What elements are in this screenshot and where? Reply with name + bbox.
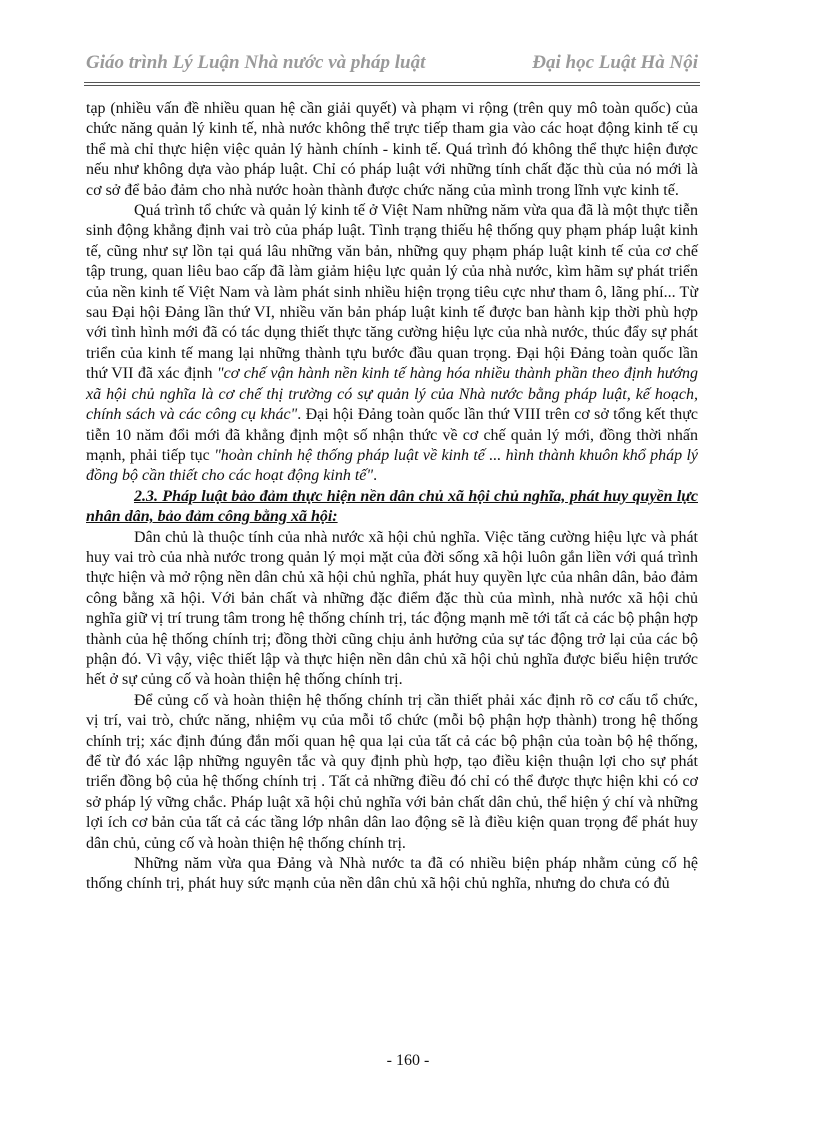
paragraph-2 — [86, 201, 698, 487]
paragraph-2-quote-2: "hoàn chỉnh hệ thống pháp luật về kinh tế ... hình thành khuôn khổ pháp lý đồng bộ cần thiết cho các hoạt động kinh tế" — [86, 446, 699, 485]
paragraph-3: Dân chủ là thuộc tính của nhà nước xã hội chủ nghĩa. Việc tăng cường hiệu lực và phát huy vai trò của nhà nước trong quản lý mọi mặt của đời sống xã hội luôn gắn liền với quá trình thực hiện và mở rộng nền dân chủ xã hội chủ nghĩa, phát huy quyền lực của nhân dân, bảo đảm công bằng xã hội. Với bản chất và những đặc điểm đặc thù của mình, nhà nước xã hội chủ nghĩa giữ vị trí trung tâm trong hệ thống chính trị, tác động mạnh mẽ tới tất cả các bộ phận hợp thành của hệ thống chính trị; đồng thời cũng chịu ảnh hưởng của sự tác động trở lại của các bộ phận đó. Vì vậy, việc thiết lập và thực hiện nền dân chủ xã hội chủ nghĩa được biểu hiện trước hết ở sự củng cố và hoàn thiện hệ thống chính trị. — [86, 528, 698, 689]
header-divider — [84, 82, 700, 86]
paragraph-5: Những năm vừa qua Đảng và Nhà nước ta đã có nhiều biện pháp nhằm củng cố hệ thống chính trị, phát huy sức mạnh của nền dân chủ xã hội chủ nghĩa, nhưng do chưa có đủ — [86, 855, 698, 893]
section-heading-2-3: 2.3. Pháp luật bảo đảm thực hiện nền dân chủ xã hội chủ nghĩa, phát huy quyền lực nhân dân, bảo đảm công bằng xã hội: — [86, 487, 698, 526]
header-institution: Đại học Luật Hà Nội — [532, 52, 698, 73]
paragraph-2-text-a: Quá trình tổ chức và quản lý kinh tế ở Việt Nam những năm vừa qua đã là một thực tiễn sinh động khẳng định vai trò của pháp luật. Tình trạng thiếu hệ thống quy phạm pháp luật kinh tế, cũng như sự lồn tại quá lâu những văn bản, những quy phạm pháp luật kinh tế của cơ chế tập trung, quan liêu bao cấp đã làm giảm hiệu lực quản lý của nhà nước, kìm hãm sự phát triển của nền kinh tế Việt Nam và làm phát sinh nhiều hiện trọng tiêu cực như tham ô, lãng phí... Từ sau Đại hội Đảng lần thứ VI, nhiều văn bản pháp luật kinh tế được ban hành kịp thời phù hợp với tình hình mới đã có tác dụng thiết thực tăng cường hiệu lực của nhà nước, thúc đẩy sự phát triển của kinh tế mang lại những thành tựu bước đầu quan trọng. Đại hội Đảng toàn quốc lần thứ VII đã xác định — [86, 202, 698, 383]
paragraph-2-text-c: . — [373, 467, 378, 485]
paragraph-2-text-b: . Đại hội Đảng toàn quốc lần thứ VIII trên cơ sở tổng kết thực tiễn 10 năm đổi mới đã khẳng định một số nhận thức về cơ chế quản lý mới, đồng thời nhấn mạnh, phải tiếp tục — [86, 406, 698, 464]
page-number: - 160 - — [386, 1052, 430, 1069]
paragraph-4: Để củng cố và hoàn thiện hệ thống chính trị cần thiết phải xác định rõ cơ cấu tổ chức, vị trí, vai trò, chức năng, nhiệm vụ của mỗi tổ chức (mỗi bộ phận hợp thành) trong hệ thống chính trị; xác định đúng đắn mối quan hệ qua lại của tất cả các bộ phận của toàn bộ hệ thống, để từ đó xác lập những nguyên tắc và quy định phù hợp, tạo điều kiện thuận lợi cho sự phát triển đồng bộ của hệ thống chính trị . Tất cả những điều đó chỉ có thể được thực hiện khi có cơ sở pháp lý vững chắc. Pháp luật xã hội chủ nghĩa với bản chất dân chủ, thể hiện ý chí và những lợi ích cơ bản của tất cả các tầng lớp nhân dân lao động sẽ là điều kiện quan trọng để phát huy dân chủ, củng cố và hoàn thiện hệ thống chính trị. — [86, 691, 698, 852]
page-header — [86, 52, 698, 74]
paragraph-1: tạp (nhiều vấn đề nhiều quan hệ cần giải quyết) và phạm vi rộng (trên quy mô toàn quốc) của chức năng quản lý kinh tế, nhà nước không thể trực tiếp tham gia vào các hoạt động kinh tế cụ thể mà chỉ thực hiện việc quản lý hành chính - kinh tế. Quá trình đó không thể thực hiện được nếu như không dựa vào pháp luật. Chỉ có pháp luật với những tính chất đặc thù của nó mới là cơ sở để bảo đảm cho nhà nước hoàn thành được chức năng của mình trong lĩnh vực kinh tế. — [86, 100, 698, 199]
paragraph-2-quote-1: "cơ chế vận hành nền kinh tế hàng hóa nhiều thành phần theo định hướng xã hội chủ nghĩa là cơ chế thị trường có sự quản lý của Nhà nước bằng pháp luật, kế hoạch, chính sách và các công cụ khác" — [86, 365, 698, 424]
header-book-title: Giáo trình Lý Luận Nhà nước và pháp luật — [86, 52, 426, 73]
document-body — [86, 99, 698, 895]
